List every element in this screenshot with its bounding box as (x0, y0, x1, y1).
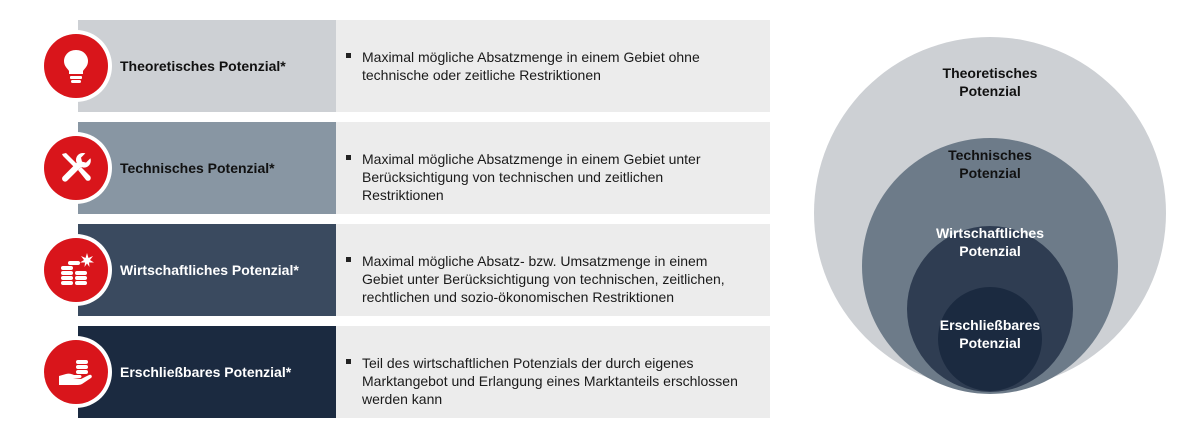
circle-label-line: Erschließbares (939, 317, 1041, 333)
description-line: technische oder zeitliche Restriktionen (362, 67, 601, 83)
description-line: Maximal mögliche Absatzmenge in einem Gebiet ohne (362, 49, 700, 65)
potential-row-economic (42, 224, 772, 316)
bullet-marker (346, 53, 351, 58)
circle-label-line: Theoretisches (942, 65, 1038, 81)
label-economic-text: Wirtschaftliches Potenzial* (120, 262, 299, 278)
circle-label-technical (890, 146, 1090, 182)
potential-row-technical (42, 122, 772, 214)
coins-icon (44, 238, 108, 302)
potential-row-accessible (42, 326, 772, 418)
description-accessible (336, 326, 770, 418)
circle-label-line: Potenzial (959, 165, 1021, 181)
tools-icon (44, 136, 108, 200)
label-technical (78, 122, 368, 214)
circle-label-line: Technisches (948, 147, 1032, 163)
circle-label-accessible (890, 316, 1090, 352)
circle-label-line: Potenzial (959, 243, 1021, 259)
label-theoretical-text: Theoretisches Potenzial* (120, 58, 286, 74)
label-accessible (78, 326, 368, 418)
description-line: Teil des wirtschaftlichen Potenzials der durch eigenes (362, 355, 694, 371)
description-line: Restriktionen (362, 187, 444, 203)
label-economic (78, 224, 368, 316)
description-line: rechtlichen und sozio-ökonomischen Restriktionen (362, 289, 675, 305)
description-line: werden kann (362, 391, 443, 407)
potential-row-theoretical (42, 20, 772, 112)
bullet-marker (346, 155, 351, 160)
hand-coins-icon (44, 340, 108, 404)
bullet-marker (346, 359, 351, 364)
label-accessible-text: Erschließbares Potenzial* (120, 364, 292, 380)
description-economic (336, 224, 770, 316)
description-line: Marktangebot und Erlangung eines Marktanteils erschlossen (362, 373, 738, 389)
lightbulb-icon (44, 34, 108, 98)
bullet-marker (346, 257, 351, 262)
circle-label-theoretical (890, 64, 1090, 100)
circle-label-line: Potenzial (959, 83, 1021, 99)
description-theoretical (336, 20, 770, 112)
circle-label-economic (890, 224, 1090, 260)
description-technical (336, 122, 770, 214)
circle-label-line: Wirtschaftliches (935, 225, 1044, 241)
description-line: Berücksichtigung von technischen und zeitlichen (362, 169, 664, 185)
description-line: Maximal mögliche Absatzmenge in einem Gebiet unter (362, 151, 701, 167)
label-technical-text: Technisches Potenzial* (120, 160, 275, 176)
circle-label-line: Potenzial (959, 335, 1021, 351)
nested-circles-diagram (812, 34, 1172, 414)
description-line: Maximal mögliche Absatz- bzw. Umsatzmenge in einem (362, 253, 708, 269)
description-line: Gebiet unter Berücksichtigung von technischen, zeitlichen, (362, 271, 725, 287)
label-theoretical (78, 20, 368, 112)
